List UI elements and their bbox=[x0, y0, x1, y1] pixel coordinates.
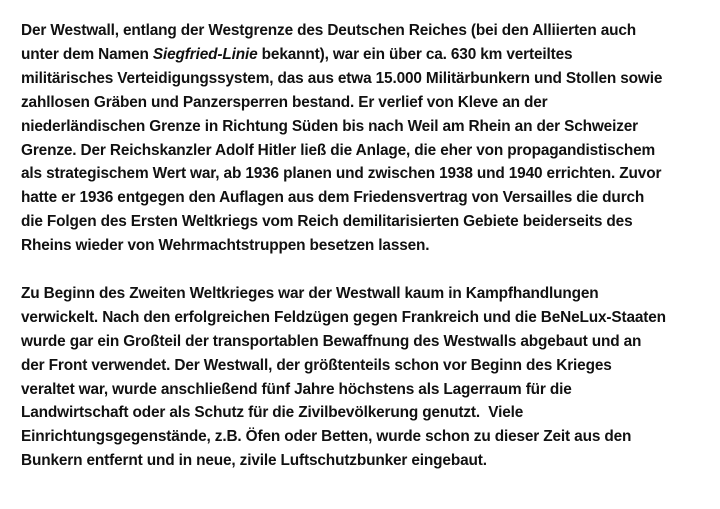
text-line: veraltet war, wurde anschließend fünf Jahre höchstens als Lagerraum für die bbox=[21, 380, 572, 398]
text-line: als strategischem Wert war, ab 1936 planen und zwischen 1938 und 1940 errichten. Zuvor bbox=[21, 165, 662, 183]
text-line: zahllosen Gräben und Panzersperren bestand. Er verlief von Kleve an der bbox=[21, 93, 548, 111]
text-line: wurde gar ein Großteil der transportablen Bewaffnung des Westwalls abgebaut und an bbox=[21, 332, 642, 350]
text-line: der Front verwendet. Der Westwall, der größtenteils schon vor Beginn des Krieges bbox=[21, 356, 612, 374]
italic-term-siegfried-linie: Siegfried-Linie bbox=[152, 45, 258, 63]
paragraph-westwall-description bbox=[21, 19, 711, 258]
text-line bbox=[21, 43, 711, 67]
text-line: Der Westwall, entlang der Westgrenze des Deutschen Reiches (bei den Alliierten auch bbox=[21, 22, 637, 39]
document-body bbox=[21, 19, 711, 473]
text-line: Landwirtschaft oder als Schutz für die Zivilbevölkerung genutzt. Viele bbox=[21, 404, 524, 422]
text-line: Grenze. Der Reichskanzler Adolf Hitler ließ die Anlage, die eher von propagandistischem bbox=[21, 141, 656, 159]
text-line: Rheins wieder von Wehrmachtstruppen besetzen lassen. bbox=[21, 237, 430, 255]
text-line: Einrichtungsgegenstände, z.B. Öfen oder Betten, wurde schon zu dieser Zeit aus den bbox=[21, 428, 632, 446]
text-segment: bekannt), war ein über ca. 630 km verteiltes bbox=[257, 45, 573, 63]
text-line: niederländischen Grenze in Richtung Süden bis nach Weil am Rhein an der Schweizer bbox=[21, 117, 639, 135]
text-segment: unter dem Namen bbox=[21, 45, 153, 63]
text-line: Bunkern entfernt und in neue, zivile Luftschutzbunker eingebaut. bbox=[21, 452, 487, 470]
text-line: militärisches Verteidigungssystem, das aus etwa 15.000 Militärbunkern und Stollen sowie bbox=[21, 69, 663, 87]
text-line: Zu Beginn des Zweiten Weltkrieges war der Westwall kaum in Kampfhandlungen bbox=[21, 284, 599, 302]
paragraph-second-world-war bbox=[21, 282, 711, 473]
text-line: verwickelt. Nach den erfolgreichen Feldzügen gegen Frankreich und die BeNeLux-Staaten bbox=[21, 308, 666, 326]
text-line: die Folgen des Ersten Weltkriegs vom Reich demilitarisierten Gebiete beiderseits des bbox=[21, 213, 633, 231]
text-line: hatte er 1936 entgegen den Auflagen aus dem Friedensvertrag von Versailles die durch bbox=[21, 189, 645, 207]
